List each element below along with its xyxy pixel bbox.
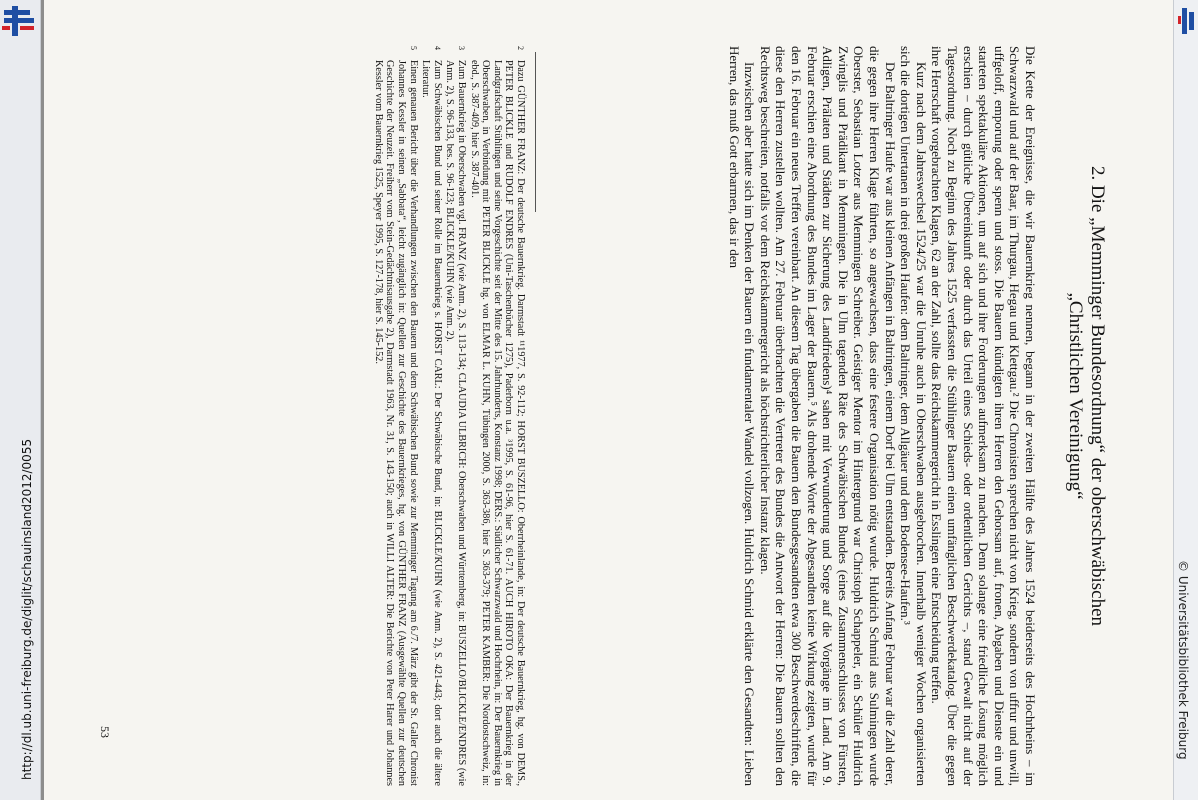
page-number: 53	[98, 726, 112, 738]
footnote-text: Einen genauen Bericht über die Verhandlungen zwischen den Bauern und dem Schwäbischen Bund sowie zur Memminger Tagung am 6./7. März gibt der St. Galler Chronist Johannes Kessler in seinen „Sabbata“, leicht zugänglich in: Quellen zur Geschichte des Bauernkrieges, hg. von GÜNTHER FRANZ (Ausgewählte Quellen zur deutschen Geschichte der Neuzeit. Freiherr vom Stein-Gedächtnisausgabe 2), Darmstadt 1963, Nr. 31, S. 143-150; auch in WILLI ALTER: Die Berichte von Peter Harer und Johannes Kessler vom Bauernkrieg 1525, Speyer 1995, S. 127-178, hier S. 145-152.	[372, 60, 419, 786]
left-url-strip	[0, 0, 41, 800]
footnote-number: 3	[457, 46, 467, 50]
chapter-title	[1064, 16, 1108, 776]
footnote-number: 5	[408, 46, 418, 50]
body-text	[726, 46, 1038, 786]
footnote-text: Dazu GÜNTHER FRANZ: Der deutsche Bauernkrieg. Darmstadt ¹¹1977, S. 92-112; HORST BUSZELLO: Oberrheinlande, in: Der deutsche Bauernkrieg, hg. von DEMS., PETER BLICKLE und RUDOLF ENDRES (Uni-Taschenbücher 1275), Paderborn u.a. ³1995, S. 61-96, hier S. 61-71. AUCH HIROTO OKA: Der Bauernkrieg in der Landgrafschaft Stühlingen und seine Vorgeschichte seit der Mitte des 15. Jahrhunderts, Konstanz 1998; DERS.: Südlicher Schwarzwald und Hochrhein, in: Der Bauernkrieg in Oberschwaben, in Verbindung mit PETER BLICKLE hg. von ELMAR L. KUHN, Tübingen 2000, S. 363-386, hier S. 363-379; PETER KAMBER: Die Nordostschweiz, in: ebd., S. 387-409, hier S. 387-401.	[468, 60, 526, 786]
footnote-number: 4	[432, 46, 442, 50]
document-url[interactable]: http://dl.ub.uni-freiburg.de/diglit/schauinsland2012/0055	[20, 438, 34, 780]
paragraph: Kurz nach dem Jahreswechsel 1524/25 war die Unruhe auch in Oberschwaben ausgebrochen. Innerhalb weniger Wochen organisierten sich die dortigen Untertanen in drei großen Haufen: dem Baltringer, dem Allgäuer und dem Bodensee-Haufen.³	[898, 46, 929, 786]
footnote-divider	[535, 52, 536, 212]
scanned-page	[44, 0, 1174, 800]
footnote-number: 2	[516, 46, 525, 50]
footnote-text: Zum Bauernkrieg in Oberschwaben vgl. FRANZ (wie Anm. 2), S. 113-134; CLAUDIA ULBRICH: Oberschwaben und Württemberg, in: BUSZELLO/BLICKLE/ENDRES (wie Anm. 2), S. 96-133, bes. S. 96-123; BLICKLE/KUHN (wie Anm. 2).	[444, 60, 468, 786]
chapter-title-line-2: „Christlichen Vereinigung“	[1065, 292, 1086, 500]
copyright-notice: © Universitätsbibliothek Freiburg	[1176, 560, 1190, 760]
footnote	[444, 46, 467, 786]
footnote-text: Zum Schwäbischen Bund und seiner Rolle im Bauernkrieg s. HORST CARL: Der Schwäbische Bund, in: BLICKLE/KUHN (wie Anm. 2), S. 421-443; dort auch die ältere Literatur.	[420, 60, 443, 786]
library-logo-icon	[1178, 6, 1196, 36]
paragraph: Inzwischen aber hatte sich im Denken der Bauern ein fundamentaler Wandel vollzogen. Huldrich Schmid erklärte den Gesandten: Lieben Herren, das muß Gott erbarmen, das ir den	[726, 46, 758, 786]
paragraph: Der Baltringer Haufe war aus kleinen Anfängen in Baltringen, einem Dorf bei Ulm entstanden. Bereits Anfang Februar war die Zahl derer, die gegen ihre Herren Klage führten, so angewachsen, dass eine festere Organisation nötig wurde. Huldrich Schmid aus Sulmingen wurde Oberster, Sebastian Lotzer aus Memmingen Schreiber. Geistiger Mentor im Hintergrund war Christoph Schappeler, ein Schüler Huldrich Zwinglis und Prädikant in Memmingen. Die in Ulm tagenden Räte des Schwäbischen Bundes (eines Zusammenschlusses von Fürsten, Adligen, Prälaten und Städten zur Sicherung des Landfriedens)⁴ sahen mit Verwunderung und Sorge auf die Vorgänge im Land. Am 9. Februar erschien eine Abordnung des Bundes im Lager der Bauern.⁵ Als drohende Worte der Abgesandten keine Wirkung zeigten, wurde für den 16. Februar ein neues Treffen vereinbart. An diesem Tag übergaben die Bauern den Bundesgesandten etwa 300 Beschwerdeschriften, die diese den Herren zustellen wollten. Am 27. Februar überbrachten die Vertreter des Bundes die Antwort der Herren: Die Bauern sollten den Rechtsweg beschreiten, notfalls vor dem Reichskammergericht als höchstrichterlicher Instanz klagen.	[757, 46, 898, 786]
footnote	[468, 46, 526, 786]
library-logo-icon	[2, 4, 36, 38]
paragraph: Die Kette der Ereignisse, die wir Bauernkrieg nennen, begann in der zweiten Hälfte des Jahres 1524 beiderseits des Hochrheins – im Schwarzwald und auf der Baar, im Thurgau, Hegau und Klettgau.² Die Chronisten sprechen nicht von Krieg, sondern von uffrur und unwill, uffgeloff, emporung oder spenn und stoss. Die Bauern kündigten ihren Herren den Gehorsam auf, fronen, Abgaben und Dienste ein und starteten spektakuläre Aktionen, um auf sich und ihre Forderungen aufmerksam zu machen. Denn solange eine friedliche Lösung möglich erschien – durch gütliche Übereinkunft oder durch das Urteil eines Schieds- oder ordentlichen Gerichts –, stand Gewalt nicht auf der Tagesordnung. Noch zu Beginn des Jahres 1525 verfassten die Stühlinger Bauern einen umfänglichen Beschwerdekatalog. Über die gegen ihre Herrschaft vorgebrachten Klagen, 62 an der Zahl, sollte das Reichskammergericht in Esslingen eine Entscheidung treffen.	[929, 46, 1038, 786]
footnotes	[371, 46, 526, 786]
footnote	[420, 46, 443, 786]
rotated-page-content	[86, 6, 1126, 796]
footnote	[372, 46, 418, 786]
copyright-notice-strip	[1176, 560, 1198, 800]
chapter-title-line-1: 2. Die „Memminger Bundesordnung“ der oberschwäbischen	[1087, 165, 1108, 627]
